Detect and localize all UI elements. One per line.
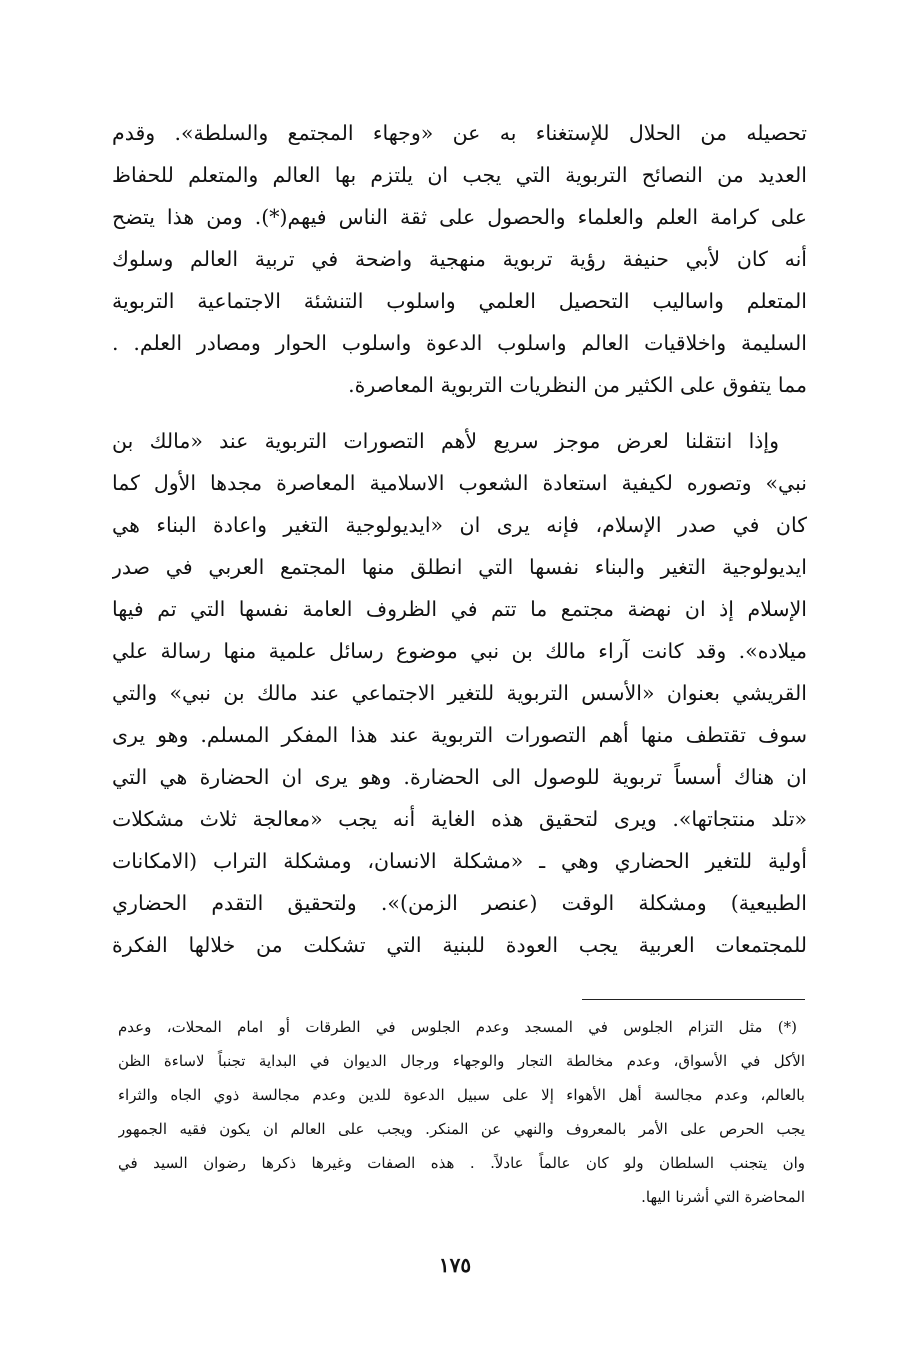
body-line: العديد من النصائح التربوية التي يجب ان يلتزم بها العالم والمتعلم للحفاظ (112, 163, 807, 187)
paragraph-gap (112, 406, 807, 420)
body-line: السليمة واخلاقيات العالم واسلوب الدعوة واسلوب الحوار ومصادر العلم. . (112, 331, 807, 355)
body-line: ان هناك أسساً تربوية للوصول الى الحضارة. وهو يرى ان الحضارة هي التي (112, 765, 807, 789)
body-line: سوف تقتطف منها أهم التصورات التربوية عند هذا المفكر المسلم. وهو يرى (112, 723, 807, 747)
footnote-line: (*) مثل التزام الجلوس في المسجد وعدم الجلوس في الطرقات أو امام المحلات، وعدم (118, 1018, 797, 1036)
footnote-line: الأكل في الأسواق، وعدم مخالطة التجار والوجهاء ورجال الديوان في البداية تجنباً لاساءة الظن (118, 1052, 805, 1070)
body-line: الطبيعية) ومشكلة الوقت (عنصر الزمن)». ولتحقيق التقدم الحضاري (112, 891, 807, 915)
body-line: ميلاده». وقد كانت آراء مالك بن نبي موضوع رسائل علمية منها رسالة علي (112, 639, 807, 663)
body-line: للمجتمعات العربية يجب العودة للبنية التي تشكلت من خلالها الفكرة (112, 933, 807, 957)
footnote-separator (582, 999, 805, 1000)
body-line: على كرامة العلم والعلماء والحصول على ثقة الناس فيهم(*). ومن هذا يتضح (112, 205, 807, 229)
footnote-line: يجب الحرص على الأمر بالمعروف والنهي عن المنكر. ويجب على العالم ان يكون فقيه الجمهور (118, 1120, 805, 1138)
body-line: كان في صدر الإسلام، فإنه يرى ان «ايديولوجية التغير واعادة البناء هي (112, 513, 807, 537)
body-line: تحصيله من الحلال للإستغناء به عن «وجهاء المجتمع والسلطة». وقدم (112, 121, 807, 145)
footnote (118, 1010, 805, 1214)
footnote-line: بالعالم، وعدم مجالسة أهل الأهواء إلا على سبيل الدعوة للدين وعدم مجالسة ذوي الجاه والثراء (118, 1086, 805, 1104)
body-line: أنه كان لأبي حنيفة رؤية تربوية منهجية واضحة في تربية العالم وسلوك (112, 247, 807, 271)
page-number: ١٧٥ (438, 1253, 472, 1277)
body-line: نبي» وتصوره لكيفية استعادة الشعوب الاسلامية المعاصرة مجدها الأول كما (112, 471, 807, 495)
body-text (112, 112, 807, 966)
body-line: ايديولوجية التغير والبناء نفسها التي انطلق منها المجتمع العربي في صدر (112, 555, 807, 579)
body-line: مما يتفوق على الكثير من النظريات التربوية المعاصرة. (348, 373, 807, 397)
body-line: الإسلام إذ ان نهضة مجتمع ما تتم في الظروف العامة نفسها التي تم فيها (112, 597, 807, 621)
footnote-line: وان يتجنب السلطان ولو كان عالماً عادلاً. . هذه الصفات وغيرها ذكرها رضوان السيد في (118, 1154, 805, 1172)
body-line: المتعلم واساليب التحصيل العلمي واسلوب التنشئة الاجتماعية التربوية (112, 289, 807, 313)
body-line: القريشي بعنوان «الأسس التربوية للتغير الاجتماعي عند مالك بن نبي» والتي (112, 681, 807, 705)
body-line: وإذا انتقلنا لعرض موجز سريع لأهم التصورات التربوية عند «مالك بن (112, 429, 779, 453)
body-line: أولية للتغير الحضاري وهي ـ «مشكلة الانسان، ومشكلة التراب (الامكانات (112, 849, 807, 873)
body-line: «تلد منتجاتها». ويرى لتحقيق هذه الغاية أنه يجب «معالجة ثلاث مشكلات (112, 807, 807, 831)
footnote-line: المحاضرة التي أشرنا اليها. (641, 1188, 805, 1206)
